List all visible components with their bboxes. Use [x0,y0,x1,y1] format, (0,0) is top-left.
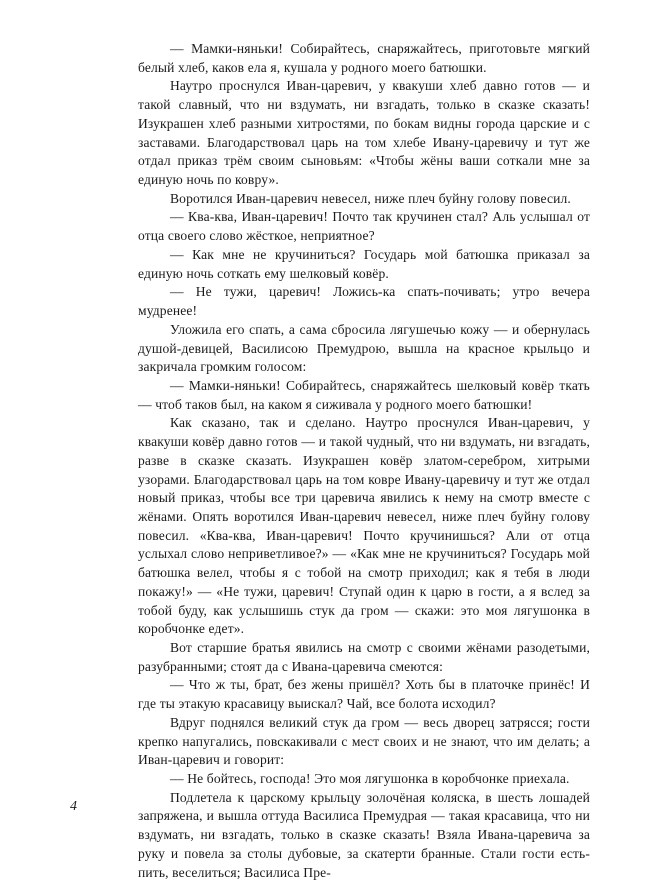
page-text-body [138,40,590,882]
paragraph: — Мамки-няньки! Собирайтесь, снаряжайтесь, приготовьте мягкий белый хлеб, каков ела я, кушала у родного моего батюшки. [138,41,590,75]
paragraph: — Не тужи, царевич! Ложись-ка спать-почивать; утро вечера мудренее! [138,284,590,319]
paragraph: — Мамки-няньки! Собирайтесь, снаряжайтесь шелковый ковёр ткать — чтоб таков был, на каком я сиживала у родного моего батюшки! [138,377,590,412]
page-number: 4 [70,799,77,814]
paragraph: Воротился Иван-царевич невесел, ниже плеч буйну голову повесил. [170,190,571,206]
paragraph: — Не бойтесь, господа! Это моя лягушонка в коробчонке приехала. [170,771,570,787]
paragraph: — Как мне не кручиниться? Государь мой батюшка приказал за единую ночь соткать ему шелковый ковёр. [138,246,590,281]
paragraph: Подлетела к царскому крыльцу золочёная коляска, в шесть лошадей запряжена, и вышла оттуда Василиса Премудрая — такая красавица, что ни вздумать, ни взгадать, только в сказке сказать! Взяла Ивана-царевича за руку и повела за столы дубовые, за скатерти бранные. Стали гости есть-пить, веселиться; Василиса Пре- [138,789,590,880]
paragraph: Как сказано, так и сделано. Наутро проснулся Иван-царевич, у квакуши ковёр давно готов — и такой чудный, что ни вздумать, ни взгадать, разве в сказке сказать. Изукрашен ковёр златом-серебром, хитрыми узорами. Благодарствовал царь на том ковре Ивану-царевичу и тут же отдал новый приказ, чтобы все три царевича явились к нему на смотр вместе с жёнами. Опять воротился Иван-царевич невесел, ниже плеч буйну голову повесил. «Ква-ква, Иван-царевич! Почто кручинишься? Али от отца услыхал слово неприветливое?» — «Как мне не кручиниться? Государь мой батюшка велел, чтобы я с тобой на смотр приходил; как я тебя в люди покажу!» — «Не тужи, царевич! Ступай один к царю в гости, а я вслед за тобой буду, как услышишь стук да гром — скажи: это моя лягушонка в коробчонке едет». [138,415,590,637]
paragraph: Уложила его спать, а сама сбросила лягушечью кожу — и обернулась душой-девицей, Василисою Премудрою, вышла на красное крыльцо и закричала громким голосом: [138,321,590,375]
paragraph: Вдруг поднялся великий стук да гром — весь дворец затрясся; гости крепко напугались, повскакивали с мест своих и не знают, что им делать; а Иван-царевич и говорит: [138,714,590,768]
paragraph: Наутро проснулся Иван-царевич, у квакуши хлеб давно готов — и такой славный, что ни вздумать, ни взгадать, только в сказке сказать! Изукрашен хлеб разными хитростями, по бокам видны города царские и с заставами. Благодарствовал царь на том хлебе Ивану-царевичу и тут же отдал приказ трём своим сыновьям: «Чтобы жёны ваши соткали мне за единую ночь по ковру». [138,78,590,188]
paragraph: — Ква-ква, Иван-царевич! Почто так кручинен стал? Аль услышал от отца своего слово жёсткое, неприятное? [138,209,590,244]
paragraph: Вот старшие братья явились на смотр с своими жёнами разодетыми, разубранными; стоят да с Ивана-царевича смеются: [138,640,590,674]
paragraph: — Что ж ты, брат, без жены пришёл? Хоть бы в платочке принёс! И где ты этакую красавицу выискал? Чай, все болота исходил? [138,677,590,712]
